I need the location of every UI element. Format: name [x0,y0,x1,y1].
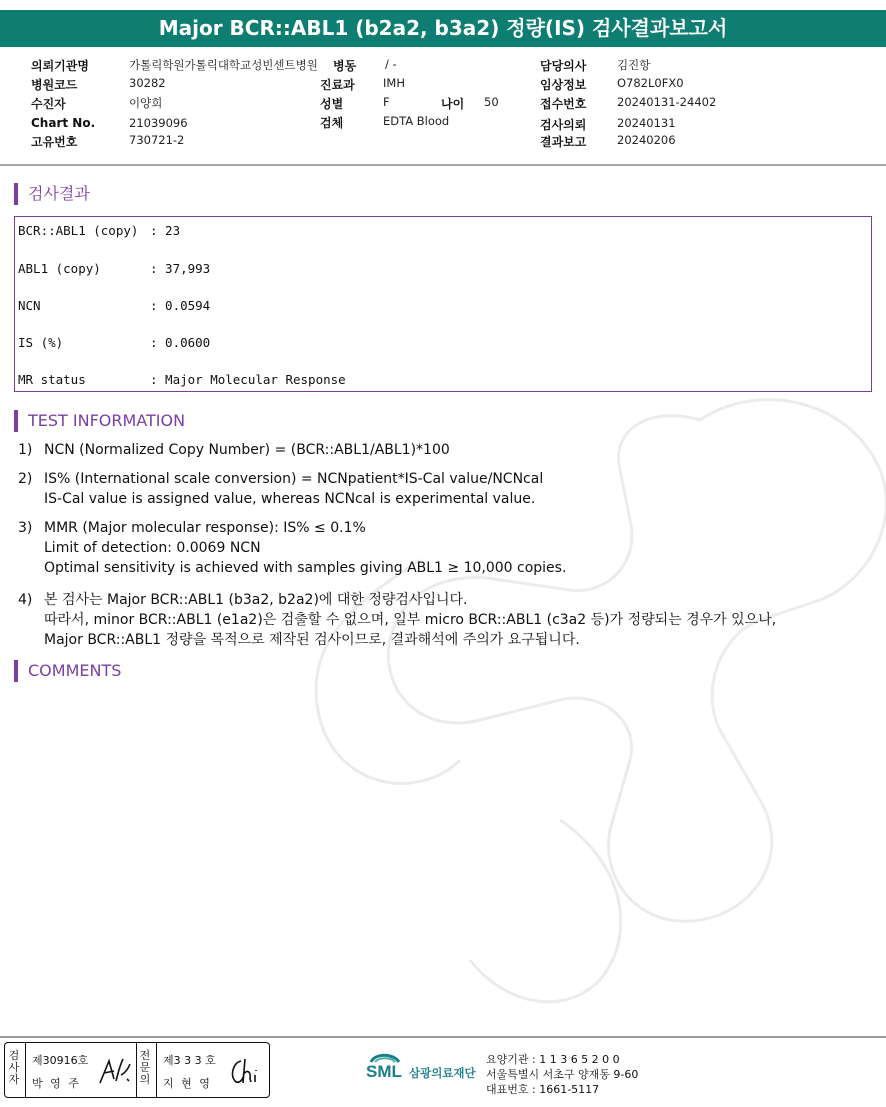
footer-split [156,1043,157,1097]
doctor-label: 담당의사 [540,59,587,73]
chart-no-label: Chart No. [31,116,96,130]
report-title: Major BCR::ABL1 (b2a2, b3a2) 정량(IS) 검사결과보고서 [0,10,886,47]
dept-label: 진료과 [320,78,355,92]
result-value: : 0.0594 [150,298,211,313]
requester-value: 가톨릭학원가톨릭대학교성빈센트병원 [129,58,318,72]
specialist-signature-icon [227,1055,265,1087]
chart-no-value: 21039096 [129,116,188,130]
age-label: 나이 [441,97,465,111]
tester-label-char: 사 [8,1061,20,1074]
header-divider [0,164,886,166]
specialist-name: 지 현 영 [163,1077,212,1090]
report-date-value: 20240206 [617,133,676,147]
tester-vertical-label [7,1050,21,1086]
clinical-label: 임상정보 [540,78,587,92]
results-section-title: 검사결과 [14,183,90,205]
test-info-number: 3) [18,520,33,536]
request-date-value: 20240131 [617,116,676,130]
test-info-line: IS-Cal value is assigned value, whereas NCNcal is experimental value. [44,491,536,507]
result-label: IS (%) [18,335,64,350]
tester-license-no: 제30916호 [32,1054,89,1067]
request-date-label: 검사의뢰 [540,118,587,132]
specialist-label-char: 의 [139,1073,151,1086]
ward-value: / - [385,57,397,71]
specialist-license-no: 제3 3 3 호 [163,1054,216,1067]
patient-value: 이양희 [129,96,163,110]
test-info-line: 본 검사는 Major BCR::ABL1 (b3a2, b2a2)에 대한 정량검사입니다. [44,592,468,608]
ward-label: 병동 [333,59,357,73]
patient-label: 수진자 [31,97,66,111]
report-date-label: 결과보고 [540,135,587,149]
tester-label-char: 검 [8,1049,20,1062]
test-info-section-title: TEST INFORMATION [14,410,185,432]
receipt-value: 20240131-24402 [617,95,717,109]
test-info-number: 1) [18,442,33,458]
hospital-code-label: 병원코드 [31,78,78,92]
test-info-line: Major BCR::ABL1 정량을 목적으로 제작된 검사이므로, 결과해석에 주의가 요구됩니다. [44,632,580,648]
result-label: NCN [18,298,41,313]
result-value: : 37,993 [150,261,211,276]
result-label: MR status [18,372,86,387]
doctor-value: 김진항 [617,58,651,72]
org-code: 요양기관 : 1 1 3 6 5 2 0 0 [486,1053,620,1066]
test-info-line: Optimal sensitivity is achieved with samples giving ABL1 ≥ 10,000 copies. [44,560,567,576]
specialist-vertical-label [138,1050,152,1086]
sex-label: 성별 [320,97,344,111]
signature-box [4,1042,270,1098]
logo-text: SML [366,1062,402,1081]
id-value: 730721-2 [129,133,185,147]
result-value: : Major Molecular Response [150,372,346,387]
comments-section-title: COMMENTS [14,660,121,682]
tester-signature-icon [97,1055,133,1087]
tester-label-char: 자 [8,1073,20,1086]
specimen-value: EDTA Blood [383,114,450,128]
org-address: 서울특별시 서초구 양재동 9-60 [486,1068,639,1081]
org-phone: 대표번호 : 1661-5117 [486,1083,600,1096]
test-info-line: Limit of detection: 0.0069 NCN [44,540,261,556]
test-info-line: IS% (International scale conversion) = NCNpatient*IS-Cal value/NCNcal [44,471,544,487]
tester-name: 박 영 주 [32,1077,81,1090]
id-label: 고유번호 [31,135,78,149]
test-info-number: 4) [18,592,33,608]
result-label: BCR::ABL1 (copy) [18,223,139,238]
age-value: 50 [484,95,499,109]
footer-split [25,1043,26,1097]
specialist-label-char: 전 [139,1049,151,1062]
result-value: : 0.0600 [150,335,211,350]
results-box [14,216,872,392]
test-info-line: NCN (Normalized Copy Number) = (BCR::ABL1/ABL1)*100 [44,442,450,458]
result-label: ABL1 (copy) [18,261,101,276]
specimen-label: 검체 [320,116,344,130]
footer-split [136,1043,137,1097]
org-name: 삼광의료재단 [409,1066,476,1080]
test-info-line: MMR (Major molecular response): IS% ≤ 0.1% [44,520,366,536]
sex-value: F [383,95,390,109]
test-info-number: 2) [18,471,33,487]
specialist-label-char: 문 [139,1061,151,1074]
result-value: : 23 [150,223,181,238]
clinical-value: O782L0FX0 [617,76,684,90]
hospital-code-value: 30282 [129,76,166,90]
requester-label: 의뢰기관명 [31,59,89,73]
dept-value: IMH [383,76,405,90]
footer-divider [0,1036,886,1038]
test-info-line: 따라서, minor BCR::ABL1 (e1a2)은 검출할 수 없으며, 일부 micro BCR::ABL1 (c3a2 등)가 정량되는 경우가 있으나, [44,612,777,628]
receipt-label: 접수번호 [540,97,587,111]
